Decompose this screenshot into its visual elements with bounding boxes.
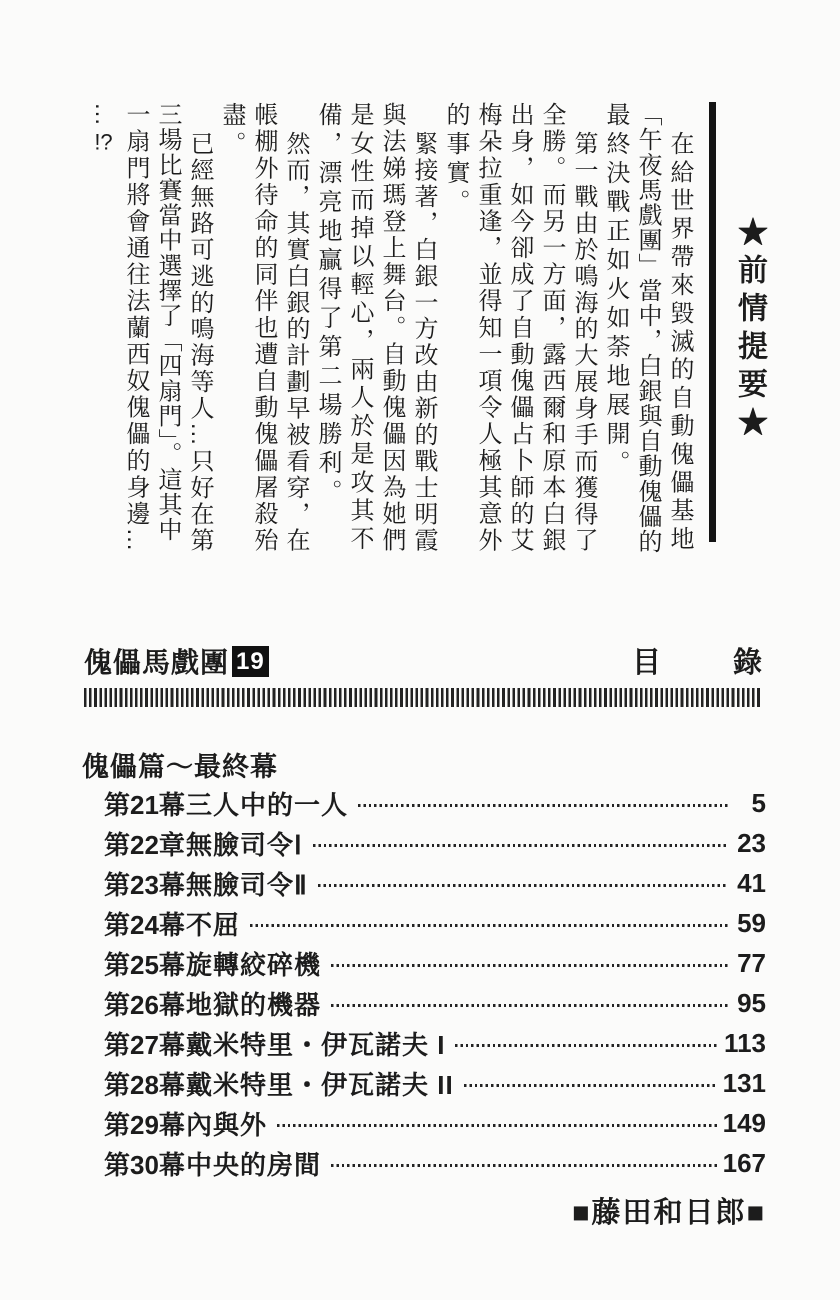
toc-row — [104, 863, 766, 903]
recap-column: 出身，如今卻成了自動傀儡占卜師的艾 — [506, 102, 533, 555]
page-number: 41 — [737, 867, 766, 898]
leader-dots — [331, 1004, 728, 1007]
chapter-title: 不屈 — [186, 909, 241, 940]
recap-column: 緊接著，白銀一方改由新的戰士明霞 — [410, 131, 437, 555]
recap-column: 梅朵拉重逢，並得知一項令人極其意外 — [474, 102, 501, 555]
recap-column: 全勝。而另一方面，露西爾和原本白銀 — [538, 102, 565, 555]
recap-section — [87, 102, 770, 558]
page-number: 23 — [737, 827, 766, 858]
toc-row — [104, 983, 766, 1023]
chapter-title: 內與外 — [186, 1109, 268, 1140]
tcy-exclamation: !? — [94, 131, 113, 153]
page-number: 113 — [724, 1027, 766, 1058]
toc-row — [104, 823, 766, 863]
chapter-number: 第24幕 — [104, 909, 185, 940]
chapter-title: 旋轉絞碎機 — [186, 949, 322, 980]
series-title: 傀儡馬戲團 — [84, 647, 230, 678]
page-number: 5 — [751, 787, 766, 818]
chapter-title: 無臉司令Ⅱ — [186, 869, 308, 900]
chapter-number: 第22章 — [104, 829, 185, 860]
recap-title: ★前情提要★ — [733, 216, 766, 444]
page-number: 167 — [722, 1147, 766, 1178]
recap-column: 最終決戰正如火如荼地展開。 — [602, 102, 629, 479]
chapter-number: 第27幕 — [104, 1029, 185, 1060]
recap-column: 帳棚外待命的同伴也遭自動傀儡屠殺殆 — [250, 102, 277, 555]
author-credit: ■藤田和日郎■ — [571, 1197, 766, 1229]
leader-dots — [277, 1124, 717, 1127]
volume-number-badge: 19 — [232, 646, 269, 677]
leader-dots — [318, 884, 728, 887]
recap-column: 的事實。 — [442, 102, 469, 218]
chapter-title: 中央的房間 — [186, 1149, 322, 1180]
page-number: 59 — [737, 907, 766, 938]
recap-column: 盡。 — [218, 102, 245, 160]
recap-column: 已經無路可逃的鳴海等人…只好在第 — [186, 131, 213, 555]
recap-column: 三場比賽當中選擇了「四扇門」。這其中 — [154, 102, 181, 542]
chapter-number: 第30幕 — [104, 1149, 185, 1180]
chapter-title: 三人中的一人 — [186, 789, 349, 820]
toc-section-title: 傀儡篇～最終幕 — [82, 752, 278, 782]
chapter-number: 第28幕 — [104, 1069, 185, 1100]
recap-column: 然而，其實白銀的計劃早被看穿，在 — [282, 131, 309, 555]
divider-stripe — [84, 688, 762, 707]
chapter-title: 地獄的機器 — [186, 989, 322, 1020]
leader-dots — [358, 804, 728, 807]
toc-row — [104, 1063, 766, 1103]
volume-title — [84, 641, 269, 681]
chapter-number: 第29幕 — [104, 1109, 185, 1140]
recap-column: 在給世界帶來毀滅的自動傀儡基地 — [666, 131, 693, 554]
recap-column: …!? — [90, 102, 117, 153]
leader-dots — [455, 1044, 718, 1047]
leader-dots — [250, 924, 728, 927]
leader-dots — [331, 1164, 717, 1167]
recap-column: 是女性而掉以輕心，兩人於是攻其不 — [346, 102, 373, 554]
chapter-number: 第21幕 — [104, 789, 185, 820]
toc-list — [104, 783, 766, 1183]
leader-dots — [464, 1084, 717, 1087]
toc-row — [104, 903, 766, 943]
recap-column: 與法娣瑪登上舞台。自動傀儡因為她們 — [378, 102, 405, 555]
chapter-title: 戴米特里・伊瓦諾夫 I — [186, 1029, 446, 1060]
toc-row — [104, 1023, 766, 1063]
page-number: 95 — [737, 987, 766, 1018]
chapter-title: 戴米特里・伊瓦諾夫 II — [186, 1069, 454, 1100]
recap-divider-bar — [709, 102, 716, 542]
volume-header — [84, 640, 834, 681]
page-number: 77 — [737, 947, 766, 978]
recap-column: 備，漂亮地贏得了第二場勝利。 — [314, 102, 341, 508]
toc-row — [104, 943, 766, 983]
page-number: 131 — [722, 1067, 766, 1098]
recap-body — [87, 102, 695, 558]
chapter-number: 第25幕 — [104, 949, 185, 980]
toc-row — [104, 1143, 766, 1183]
leader-dots — [331, 964, 728, 967]
recap-column: 第一戰由於鳴海的大展身手而獲得了 — [570, 131, 597, 555]
chapter-number: 第23幕 — [104, 869, 185, 900]
chapter-title: 無臉司令Ⅰ — [186, 829, 303, 860]
chapter-number: 第26幕 — [104, 989, 185, 1020]
page-number: 149 — [722, 1107, 766, 1138]
recap-column: 一扇門將會通往法蘭西奴傀儡的身邊… — [122, 102, 149, 555]
toc-row — [104, 783, 766, 823]
recap-column: 「午夜馬戲團」當中，白銀與自動傀儡的 — [634, 102, 661, 554]
toc-row — [104, 1103, 766, 1143]
leader-dots — [313, 844, 728, 847]
toc-heading: 目錄 — [631, 647, 834, 679]
